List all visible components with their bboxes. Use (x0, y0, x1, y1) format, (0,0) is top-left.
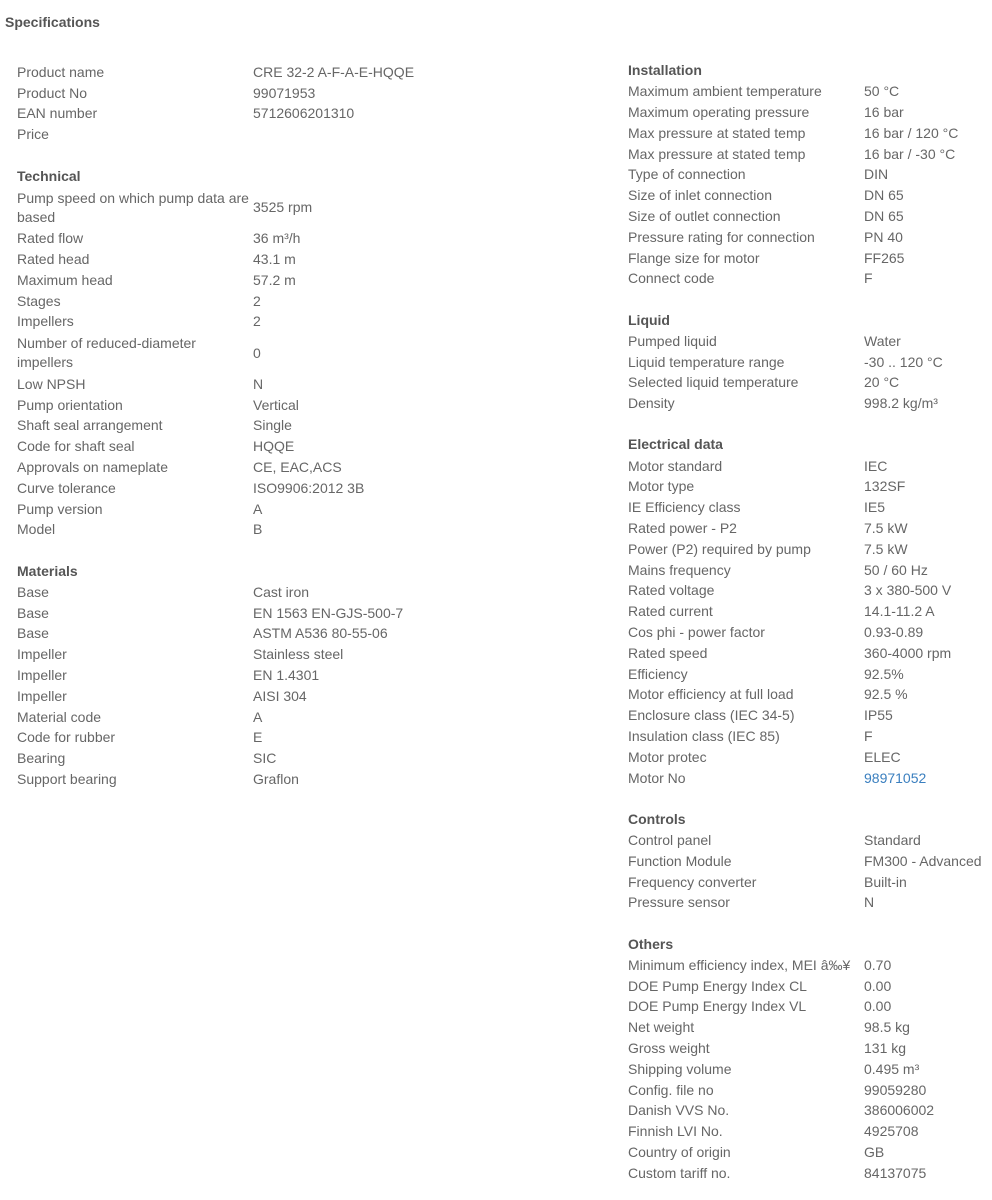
spec-label: EAN number (17, 105, 98, 122)
spec-value: ASTM A536 80-55-06 (253, 625, 388, 642)
spec-value: 92.5% (864, 665, 904, 682)
spec-row (628, 539, 908, 560)
spec-row (628, 269, 873, 290)
spec-row (628, 497, 886, 518)
spec-label: Base (17, 604, 49, 621)
spec-row (17, 416, 292, 437)
spec-value: Vertical (253, 396, 299, 413)
spec-row (17, 270, 296, 291)
spec-label: Efficiency (628, 665, 688, 682)
spec-value: 43.1 m (253, 251, 296, 268)
spec-value: F (864, 727, 873, 744)
spec-row (628, 248, 905, 269)
spec-value: ELEC (864, 748, 901, 765)
spec-value: Graflon (253, 771, 299, 788)
spec-row (628, 851, 982, 872)
spec-label: Mains frequency (628, 561, 731, 578)
spec-value: SIC (253, 750, 277, 767)
spec-row (628, 830, 921, 851)
spec-value: DN 65 (864, 207, 904, 224)
spec-value: 16 bar / 120 °C (864, 124, 959, 141)
spec-value: CRE 32-2 A-F-A-E-HQQE (253, 63, 415, 80)
spec-value: N (864, 894, 875, 911)
spec-label: Country of origin (628, 1143, 731, 1160)
spec-label: Max pressure at stated temp (628, 124, 806, 141)
spec-value: ISO9906:2012 3B (253, 479, 365, 496)
spec-label: Rated power - P2 (628, 519, 737, 536)
spec-row (628, 872, 907, 893)
spec-label: Maximum head (17, 271, 113, 288)
spec-label: Rated current (628, 603, 713, 620)
spec-row (17, 644, 344, 665)
spec-value: GB (864, 1143, 885, 1160)
spec-label: Number of reduced-diameter impellers (17, 335, 196, 371)
spec-label: Minimum efficiency index, MEI â‰¥ (628, 956, 851, 973)
spec-label: Size of inlet connection (628, 187, 772, 204)
spec-label: Control panel (628, 831, 712, 848)
spec-value: Built-in (864, 873, 907, 890)
spec-value: 386006002 (864, 1102, 935, 1119)
spec-label: Finnish LVI No. (628, 1123, 723, 1140)
spec-row (628, 518, 908, 539)
section-heading-electrical: Electrical data (628, 436, 723, 453)
spec-label: Pump orientation (17, 396, 123, 413)
spec-value: PN 40 (864, 228, 903, 245)
spec-row (17, 665, 320, 686)
spec-row (628, 102, 904, 123)
spec-row (628, 955, 892, 976)
spec-label: Impeller (17, 667, 67, 684)
spec-label: Rated voltage (628, 582, 715, 599)
spec-value: 2 (253, 313, 261, 330)
spec-row (628, 1017, 910, 1038)
spec-value: 20 °C (864, 374, 900, 391)
section-heading-installation: Installation (628, 62, 702, 78)
spec-label: Maximum operating pressure (628, 103, 810, 120)
spec-label: Curve tolerance (17, 479, 116, 496)
spec-value: IE5 (864, 499, 886, 516)
spec-value: -30 .. 120 °C (864, 353, 943, 370)
spec-row (17, 187, 313, 229)
spec-value: 5712606201310 (253, 105, 355, 122)
spec-row (628, 976, 892, 997)
spec-value: Single (253, 417, 292, 434)
spec-label: Material code (17, 708, 102, 725)
spec-row (17, 748, 277, 769)
spec-value: IEC (864, 457, 888, 474)
spec-label: Product No (17, 84, 88, 101)
spec-label: Code for shaft seal (17, 438, 135, 455)
spec-label: Model (17, 521, 56, 538)
spec-value: 2 (253, 292, 261, 309)
spec-label: Config. file no (628, 1081, 714, 1098)
spec-label: Motor type (628, 478, 695, 495)
spec-label: Support bearing (17, 771, 117, 788)
spec-value: 98.5 kg (864, 1019, 910, 1036)
spec-value: 7.5 kW (864, 540, 908, 557)
spec-row (17, 436, 295, 457)
spec-value: EN 1.4301 (253, 667, 320, 684)
spec-row (628, 1163, 927, 1184)
spec-label: Pump speed on which pump data are based (17, 189, 249, 225)
spec-label: Motor efficiency at full load (628, 686, 794, 703)
spec-row (17, 707, 263, 728)
spec-label: Custom tariff no. (628, 1164, 731, 1181)
spec-label: DOE Pump Energy Index CL (628, 977, 807, 994)
spec-value: A (253, 708, 263, 725)
spec-value: Standard (864, 831, 921, 848)
spec-value: DN 65 (864, 187, 904, 204)
spec-row (628, 1059, 920, 1080)
spec-row (17, 104, 355, 125)
spec-row (628, 768, 927, 789)
spec-label: Frequency converter (628, 873, 757, 890)
spec-label: Net weight (628, 1019, 695, 1036)
spec-row (17, 728, 263, 749)
spec-value: 57.2 m (253, 271, 296, 288)
spec-value: 92.5 % (864, 686, 908, 703)
spec-label: Connect code (628, 270, 715, 287)
spec-row (628, 1121, 919, 1142)
spec-label: Density (628, 395, 675, 412)
spec-label: Cos phi - power factor (628, 623, 765, 640)
spec-row (17, 62, 415, 83)
spec-row (17, 291, 261, 312)
spec-value: 3525 rpm (253, 199, 313, 216)
spec-value: 0.93-0.89 (864, 623, 924, 640)
spec-value: AISI 304 (253, 687, 307, 704)
spec-row (628, 165, 889, 186)
spec-row (628, 581, 952, 602)
spec-row (628, 185, 904, 206)
spec-label: Base (17, 583, 49, 600)
section-heading-liquid: Liquid (628, 311, 670, 328)
spec-row (17, 769, 299, 790)
spec-row (628, 1038, 907, 1059)
spec-value: CE, EAC,ACS (253, 459, 342, 476)
spec-label: Gross weight (628, 1039, 710, 1056)
spec-value: 0.00 (864, 998, 892, 1015)
spec-value: 99059280 (864, 1081, 927, 1098)
spec-label: Size of outlet connection (628, 207, 781, 224)
spec-row (628, 206, 904, 227)
spec-row (17, 124, 253, 145)
spec-row (628, 643, 952, 664)
spec-row (628, 726, 873, 747)
spec-row (17, 624, 388, 645)
spec-row (17, 603, 404, 624)
spec-row (628, 1080, 927, 1101)
spec-label: Rated speed (628, 644, 708, 661)
spec-label: Max pressure at stated temp (628, 145, 806, 162)
section-heading-others: Others (628, 935, 674, 952)
spec-label: Pumped liquid (628, 332, 717, 349)
page-title: Specifications (5, 14, 100, 30)
spec-label: Base (17, 625, 49, 642)
spec-value: FF265 (864, 249, 905, 266)
spec-label: Low NPSH (17, 375, 86, 392)
spec-row (17, 228, 301, 249)
spec-label: Pump version (17, 500, 103, 517)
spec-row (628, 456, 888, 477)
spec-label: Code for rubber (17, 729, 116, 746)
spec-value: 50 °C (864, 83, 900, 100)
spec-value: 99071953 (253, 84, 316, 101)
spec-value: 132SF (864, 478, 906, 495)
spec-label: Danish VVS No. (628, 1102, 730, 1119)
spec-value: IP55 (864, 707, 893, 724)
spec-row (628, 560, 928, 581)
section-heading-materials: Materials (17, 562, 78, 579)
spec-row (17, 520, 263, 541)
spec-row (628, 81, 900, 102)
spec-row (628, 373, 900, 394)
spec-value-link[interactable]: 98971052 (864, 769, 927, 786)
spec-row (17, 499, 263, 520)
spec-value: DIN (864, 166, 889, 183)
spec-row (17, 332, 261, 374)
spec-label: Power (P2) required by pump (628, 540, 811, 557)
section-heading-controls: Controls (628, 810, 686, 827)
spec-value: 16 bar / -30 °C (864, 145, 956, 162)
spec-row (628, 1142, 885, 1163)
spec-row (628, 477, 906, 498)
section-heading-technical: Technical (17, 167, 81, 184)
spec-value: Cast iron (253, 583, 310, 600)
spec-label: Product name (17, 63, 105, 80)
spec-label: Motor protec (628, 748, 707, 765)
spec-value: A (253, 500, 263, 517)
spec-value: 4925708 (864, 1123, 919, 1140)
spec-label: Pressure sensor (628, 894, 730, 911)
spec-row (17, 395, 299, 416)
spec-row (17, 478, 365, 499)
spec-label: Impeller (17, 646, 67, 663)
spec-row (17, 686, 307, 707)
spec-value: Stainless steel (253, 646, 344, 663)
spec-label: Selected liquid temperature (628, 374, 799, 391)
spec-row (628, 352, 943, 373)
spec-row (628, 705, 893, 726)
spec-label: Motor No (628, 769, 686, 786)
spec-value: F (864, 270, 873, 287)
spec-value: 131 kg (864, 1039, 907, 1056)
spec-row (628, 685, 908, 706)
spec-value: N (253, 375, 264, 392)
spec-label: Flange size for motor (628, 249, 760, 266)
spec-value: 84137075 (864, 1164, 927, 1181)
spec-label: Rated head (17, 251, 90, 268)
spec-row (17, 582, 310, 603)
spec-label: IE Efficiency class (628, 499, 741, 516)
spec-value: HQQE (253, 438, 295, 455)
spec-row (628, 747, 901, 768)
spec-label: Approvals on nameplate (17, 459, 168, 476)
spec-row (17, 83, 316, 104)
spec-row (17, 374, 264, 395)
spec-row (628, 893, 875, 914)
spec-row (628, 664, 904, 685)
spec-row (628, 622, 924, 643)
spec-value: B (253, 521, 263, 538)
spec-value: 0.00 (864, 977, 892, 994)
spec-value: 3 x 380-500 V (864, 582, 952, 599)
spec-value: 50 / 60 Hz (864, 561, 928, 578)
spec-row (17, 249, 296, 270)
spec-row (17, 312, 261, 333)
spec-value: 14.1-11.2 A (864, 603, 935, 620)
spec-label: Price (17, 126, 49, 143)
spec-row (628, 601, 935, 622)
spec-label: Rated flow (17, 230, 84, 247)
spec-value: 998.2 kg/m³ (864, 395, 938, 412)
spec-value: 36 m³/h (253, 230, 301, 247)
spec-label: Shaft seal arrangement (17, 417, 163, 434)
spec-label: Impeller (17, 687, 67, 704)
spec-label: Type of connection (628, 166, 746, 183)
spec-row (17, 457, 342, 478)
spec-value: EN 1563 EN-GJS-500-7 (253, 604, 404, 621)
spec-label: Motor standard (628, 457, 723, 474)
spec-label: Shipping volume (628, 1060, 732, 1077)
spec-value: 0.495 m³ (864, 1060, 920, 1077)
spec-row (628, 227, 903, 248)
spec-label: Impellers (17, 313, 74, 330)
spec-label: Bearing (17, 750, 66, 767)
spec-label: Function Module (628, 852, 732, 869)
spec-label: DOE Pump Energy Index VL (628, 998, 807, 1015)
spec-value: 360-4000 rpm (864, 644, 952, 661)
spec-label: Liquid temperature range (628, 353, 785, 370)
spec-value: E (253, 729, 263, 746)
spec-label: Pressure rating for connection (628, 228, 815, 245)
spec-value: 0 (253, 344, 261, 361)
spec-value: FM300 - Advanced (864, 852, 982, 869)
spec-label: Stages (17, 292, 61, 309)
spec-label: Maximum ambient temperature (628, 83, 822, 100)
spec-row (628, 144, 956, 165)
spec-value: 7.5 kW (864, 519, 908, 536)
spec-row (628, 393, 938, 414)
spec-value: Water (864, 332, 901, 349)
spec-value: 0.70 (864, 956, 892, 973)
spec-row (628, 1101, 935, 1122)
spec-label: Insulation class (IEC 85) (628, 727, 780, 744)
spec-value: 16 bar (864, 103, 904, 120)
spec-row (628, 997, 892, 1018)
spec-row (628, 123, 959, 144)
spec-label: Enclosure class (IEC 34-5) (628, 707, 795, 724)
spec-row (628, 331, 901, 352)
